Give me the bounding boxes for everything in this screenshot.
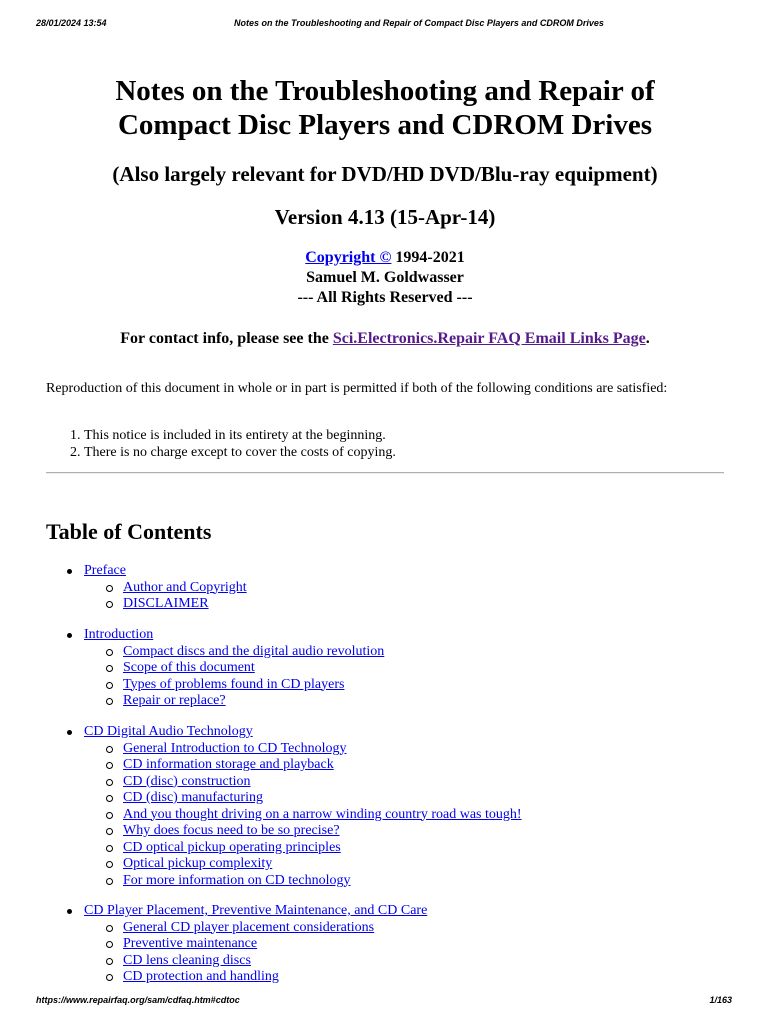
copyright-block [46, 248, 724, 308]
circle-bullet-icon [106, 878, 113, 885]
toc-link[interactable]: Scope of this document [123, 660, 255, 675]
toc-section-introduction [46, 627, 724, 710]
bullet-icon [67, 633, 72, 638]
circle-bullet-icon [106, 812, 113, 819]
document-title [46, 74, 724, 142]
circle-bullet-icon [106, 585, 113, 592]
conditions-list [46, 428, 396, 461]
copyright-link[interactable]: Copyright © [305, 249, 392, 266]
circle-bullet-icon [106, 779, 113, 786]
circle-bullet-icon [106, 746, 113, 753]
toc-link[interactable]: Repair or replace? [123, 693, 226, 708]
toc-link-introduction[interactable]: Introduction [84, 627, 154, 642]
bullet-icon [67, 909, 72, 914]
page-number: 1/163 [709, 995, 732, 1005]
toc-link-placement[interactable]: CD Player Placement, Preventive Maintenance, and CD Care [84, 903, 428, 918]
toc-section-cd-technology [46, 724, 724, 889]
toc-link[interactable]: DISCLAIMER [123, 596, 209, 611]
print-url: https://www.repairfaq.org/sam/cdfaq.htm#cdtoc [36, 995, 240, 1005]
email-links-page-link[interactable]: Sci.Electronics.Repair FAQ Email Links Page [332, 330, 646, 347]
circle-bullet-icon [106, 698, 113, 705]
print-timestamp: 28/01/2024 13:54 [36, 18, 107, 28]
toc-link[interactable]: For more information on CD technology [123, 872, 351, 888]
bullet-icon [67, 730, 72, 735]
toc-link[interactable]: CD optical pickup operating principles [123, 839, 341, 855]
toc-link[interactable]: Preventive maintenance [123, 936, 258, 951]
document-version: Version 4.13 (15-Apr-14) [274, 205, 496, 229]
print-page-title: Notes on the Troubleshooting and Repair of Compact Disc Players and CDROM Drives [234, 18, 604, 28]
toc-link-cd-technology[interactable]: CD Digital Audio Technology [84, 724, 253, 739]
circle-bullet-icon [106, 925, 113, 932]
toc-link[interactable]: Compact discs and the digital audio revolution [123, 643, 385, 659]
title-line-2: Compact Disc Players and CDROM Drives [117, 109, 652, 141]
toc-link[interactable]: CD lens cleaning discs [123, 952, 251, 968]
toc-link[interactable]: Author and Copyright [123, 579, 247, 595]
condition-item: 1. This notice is included in its entirety at the beginning. [84, 428, 396, 445]
toc-link[interactable]: General CD player placement considerations [123, 919, 375, 935]
contact-suffix: . [645, 330, 650, 347]
toc-heading: Table of Contents [46, 519, 212, 544]
horizontal-rule [46, 472, 724, 474]
reproduction-notice: Reproduction of this document in whole or in part is permitted if both of the following conditions are satisfied: [46, 381, 668, 396]
document-subtitle: (Also largely relevant for DVD/HD DVD/Blu-ray equipment) [112, 162, 658, 186]
toc-link[interactable]: General Introduction to CD Technology [123, 740, 347, 756]
toc-link[interactable]: CD protection and handling [123, 969, 279, 984]
circle-bullet-icon [106, 861, 113, 868]
toc-link[interactable]: Optical pickup complexity [123, 856, 273, 871]
toc-section-preface [46, 563, 724, 613]
circle-bullet-icon [106, 974, 113, 981]
circle-bullet-icon [106, 941, 113, 948]
contact-line [46, 329, 724, 349]
circle-bullet-icon [106, 762, 113, 769]
circle-bullet-icon [106, 682, 113, 689]
circle-bullet-icon [106, 649, 113, 656]
condition-item: 2. There is no charge except to cover the costs of copying. [84, 445, 396, 462]
toc-link-preface[interactable]: Preface [84, 563, 126, 578]
toc-section-placement [46, 903, 724, 986]
toc-link[interactable]: Types of problems found in CD players [123, 676, 345, 692]
circle-bullet-icon [106, 665, 113, 672]
bullet-icon [67, 569, 72, 574]
circle-bullet-icon [106, 601, 113, 608]
circle-bullet-icon [106, 828, 113, 835]
toc-link[interactable]: And you thought driving on a narrow winding country road was tough! [123, 806, 522, 822]
rights-notice: --- All Rights Reserved --- [297, 289, 473, 306]
contact-prefix: For contact info, please see the [120, 330, 333, 347]
circle-bullet-icon [106, 958, 113, 965]
copyright-years: 1994-2021 [391, 249, 465, 266]
toc-link[interactable]: CD (disc) manufacturing [123, 790, 263, 805]
author-name: Samuel M. Goldwasser [306, 269, 464, 286]
toc-link[interactable]: CD (disc) construction [123, 773, 251, 789]
toc-link[interactable]: Why does focus need to be so precise? [123, 823, 340, 838]
title-line-1: Notes on the Troubleshooting and Repair of [115, 75, 655, 107]
toc-link[interactable]: CD information storage and playback [123, 757, 334, 772]
circle-bullet-icon [106, 845, 113, 852]
circle-bullet-icon [106, 795, 113, 802]
